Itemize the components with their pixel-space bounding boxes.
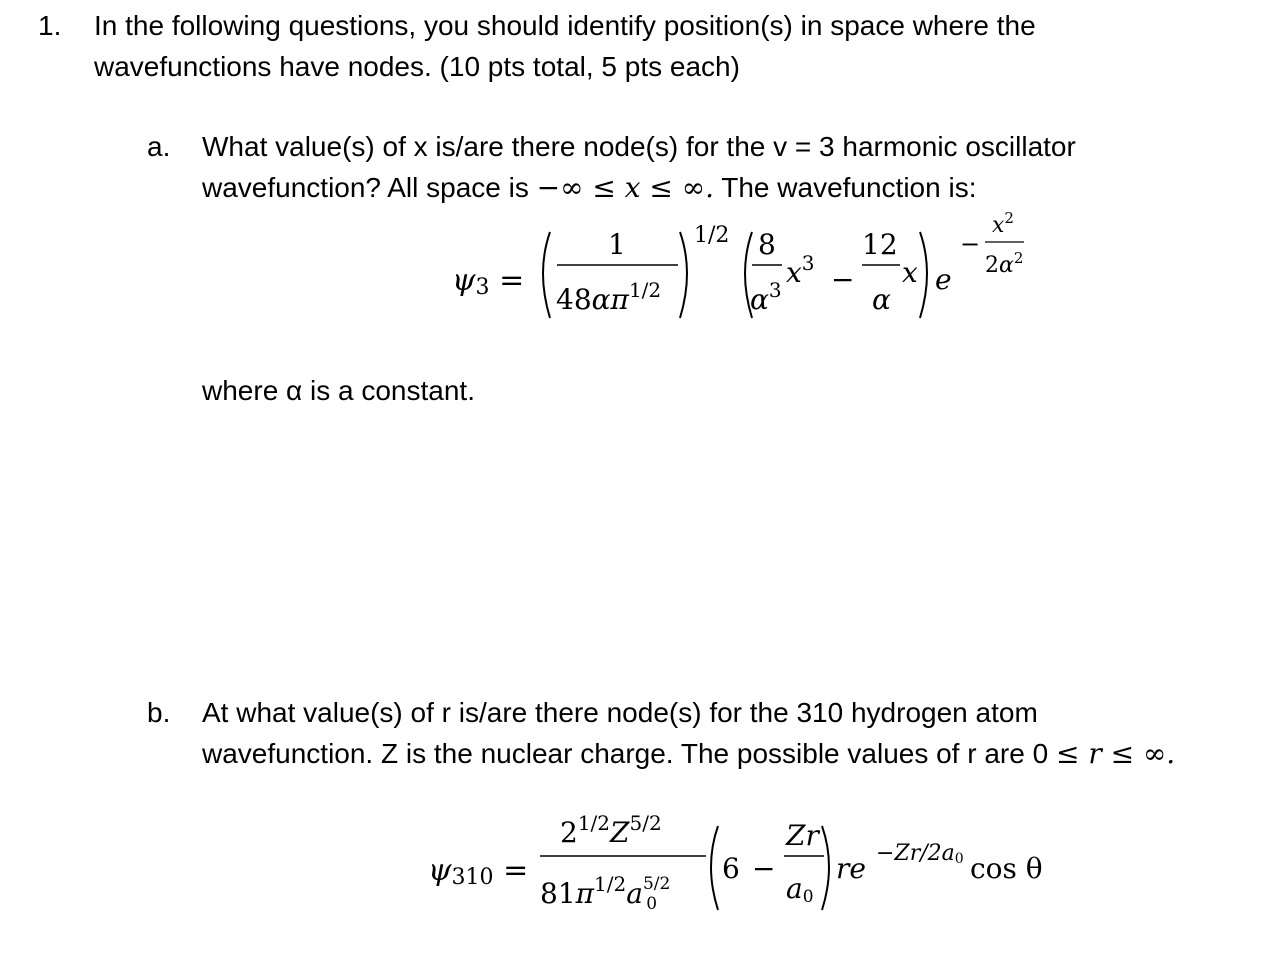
part-b-line2-prefix: wavefunction. Z is the nuclear charge. The possible values of r are 0 — [202, 738, 1056, 769]
part-b-text-line1: At what value(s) of r is/are there node(s) for the 310 hydrogen atom — [202, 697, 1038, 728]
minus-sign-b: − — [752, 852, 776, 885]
part-a-line2-suffix: The wavefunction is: — [713, 172, 977, 203]
exponent-b: −Zr/2a0 — [876, 841, 964, 867]
part-a-text-line1: What value(s) of x is/are there node(s) for the v = 3 harmonic oscillator — [202, 131, 1076, 162]
frac1-denominator: $48\alpha\pi^{1/2}$ — [556, 278, 662, 316]
frac3-numerator: 12 — [862, 228, 898, 261]
inner-frac-denominator: a0 — [786, 872, 814, 907]
part-b-range-math: ≤ r ≤ ∞. — [1055, 737, 1176, 770]
x-cubed: $x^3$ — [786, 251, 815, 289]
question-text-line2: wavefunctions have nodes. (10 pts total, 5 pts each) — [94, 51, 740, 82]
part-b-label: b. — [147, 697, 171, 728]
exp-minus: − — [960, 230, 981, 258]
exp-numerator: $x^2$ — [992, 209, 1014, 238]
exp-e: e — [935, 263, 952, 296]
x-linear: x — [902, 256, 918, 289]
cos-theta: cos θ — [970, 852, 1043, 885]
left-paren-b — [711, 826, 718, 910]
main-frac-numerator: $2^{1/2}Z^{5/2}$ — [560, 811, 662, 849]
frac3-denominator: α — [872, 283, 891, 316]
part-a-note: where α is a constant. — [202, 375, 475, 406]
six: 6 — [722, 852, 740, 885]
question-text-line1: In the following questions, you should identify position(s) in space where the — [94, 10, 1036, 41]
outer-exponent: 1/2 — [694, 223, 730, 248]
part-a-label: a. — [147, 131, 171, 162]
frac2-numerator: 8 — [758, 228, 776, 261]
frac1-numerator: 1 — [608, 228, 626, 261]
r-e: re — [836, 852, 866, 885]
part-a-line2-prefix: wavefunction? All space is — [202, 172, 537, 203]
right-paren-b — [822, 826, 829, 910]
question-number: 1. — [38, 10, 62, 41]
inner-frac-numerator: Zr — [786, 819, 819, 852]
frac2-denominator: $\alpha^3$ — [750, 278, 782, 316]
psi3-lhs: ψ3 = — [452, 263, 525, 300]
minus-sign: − — [831, 263, 855, 296]
exp-denominator: $2\alpha^2$ — [985, 249, 1024, 278]
part-a-range-math: −∞ ≤ x ≤ ∞. — [536, 171, 714, 204]
main-frac-denominator: $81\pi^{1/2}a^{5/2}$ 0 — [540, 872, 671, 914]
psi310-lhs: ψ310 = — [428, 853, 529, 890]
